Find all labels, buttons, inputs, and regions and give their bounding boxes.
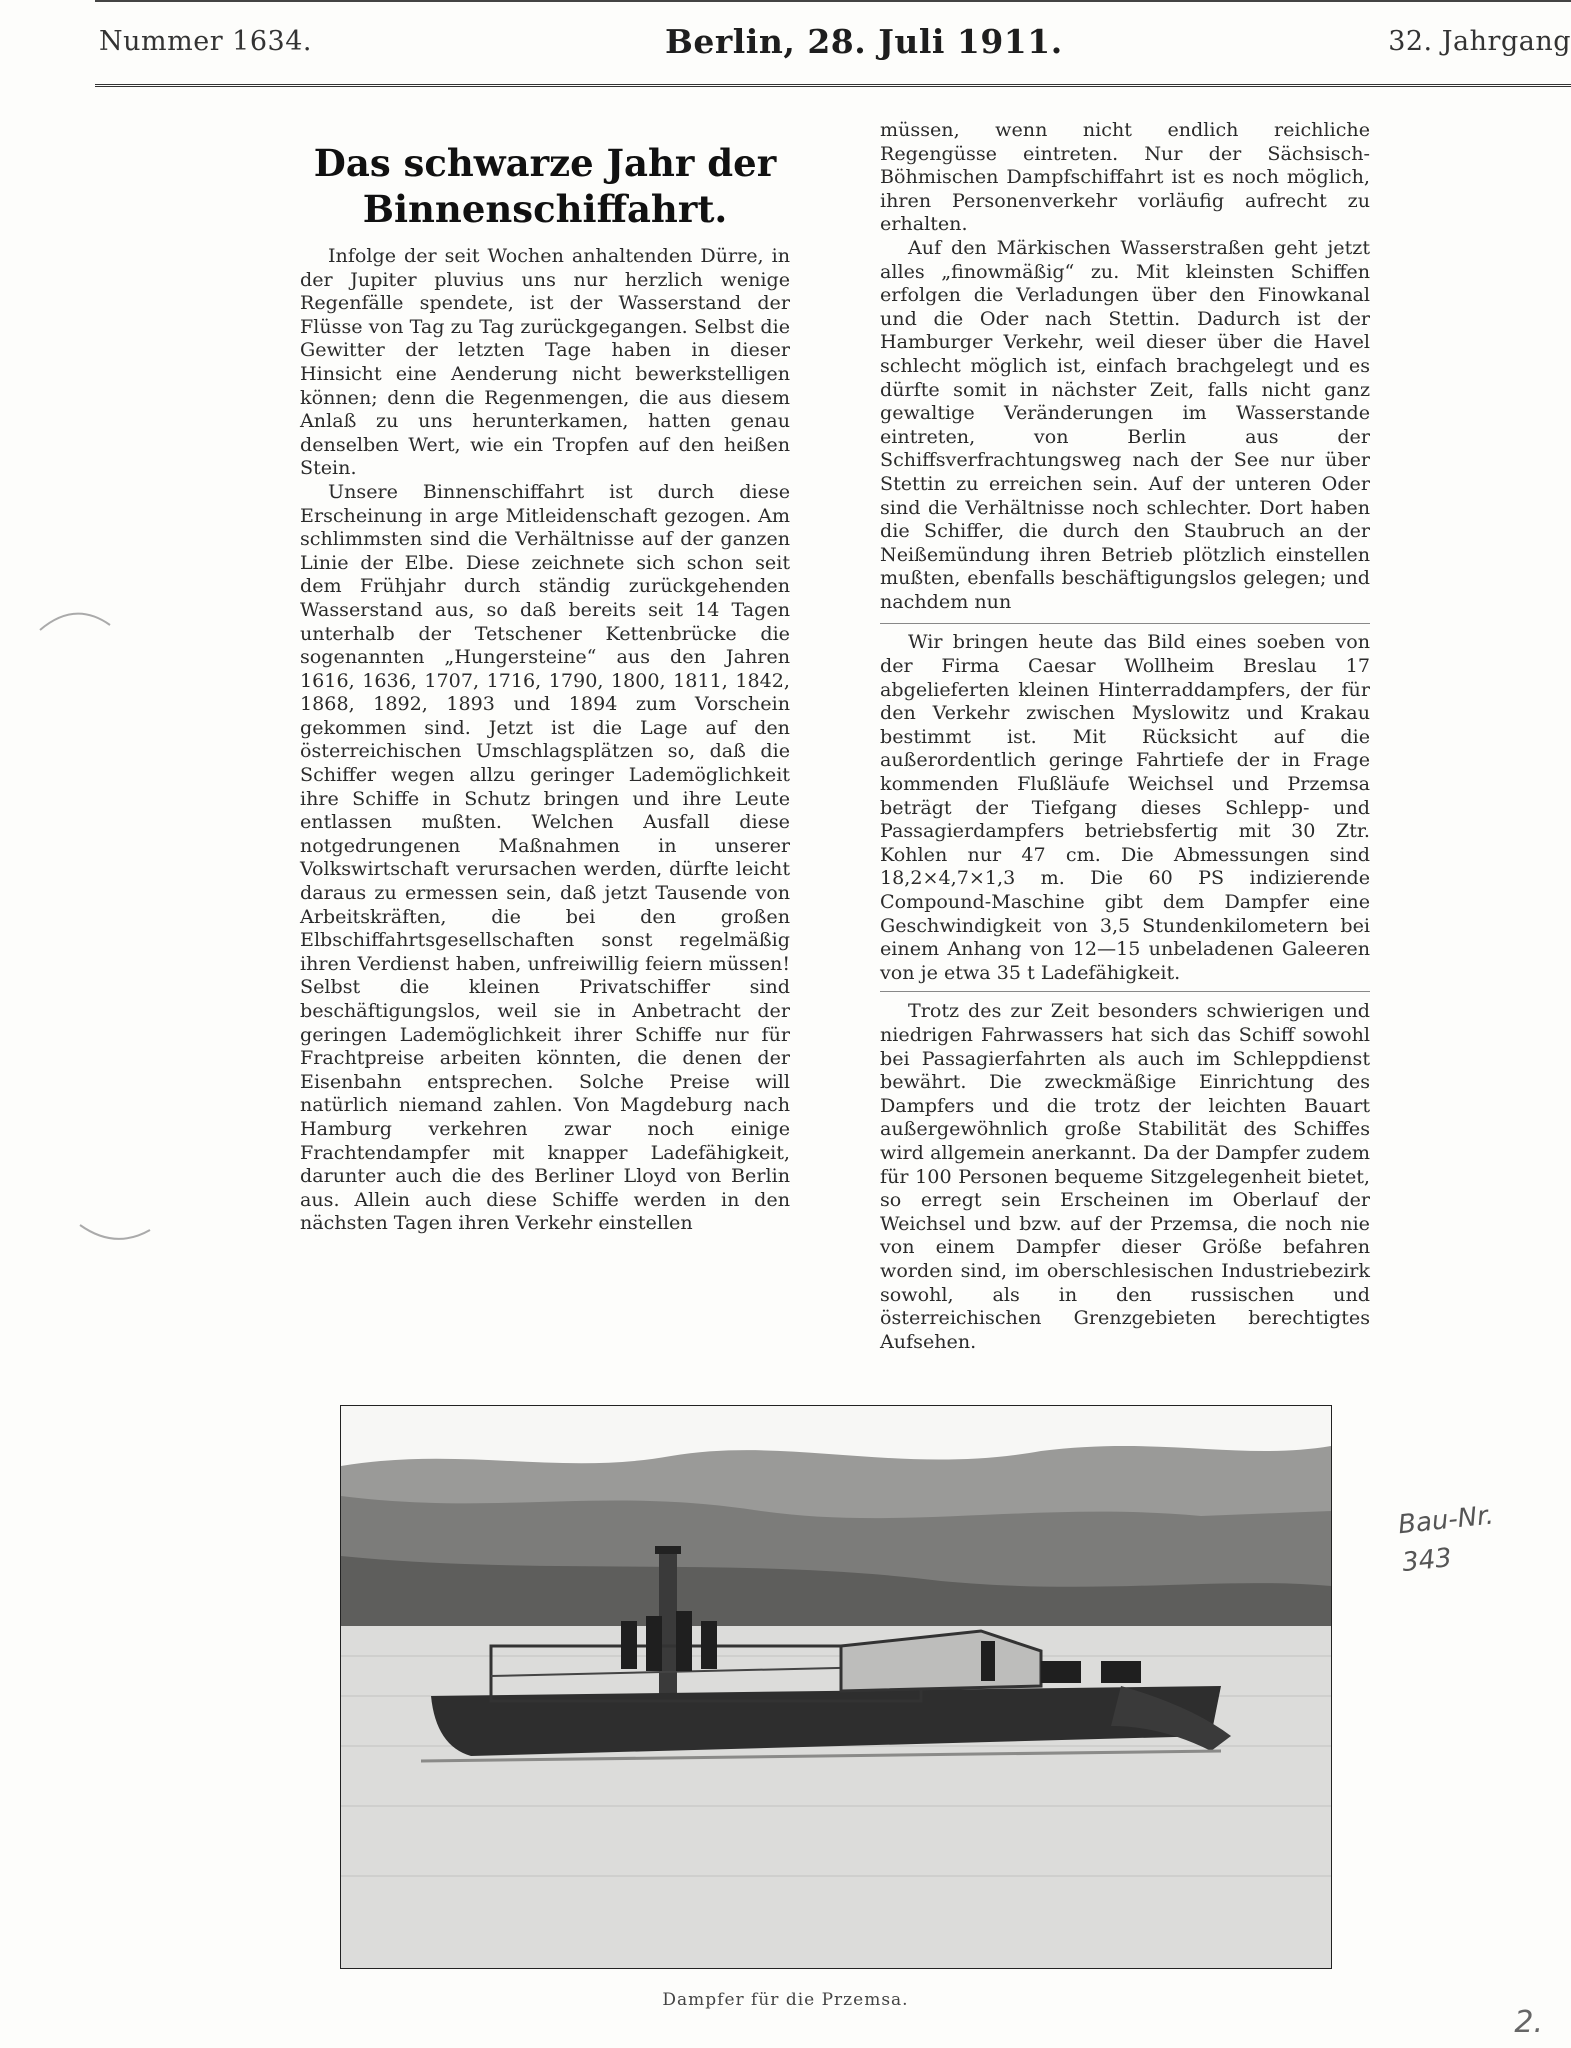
- article-right-column: [880, 118, 1370, 1353]
- boat-article: [880, 623, 1370, 1353]
- divider: [880, 991, 1370, 992]
- handwritten-note-number: 343: [1400, 1543, 1454, 1579]
- volume-year: 32. Jahrgang: [1388, 26, 1571, 57]
- article-paragraph: Infolge der seit Wochen anhaltenden Dürre, in der Jupiter pluvius uns nur herzlich wenige Regenfälle spendete, ist der Wasserstand der Flüsse von Tag zu Tag zurückgegangen. Selbst die Gewitter der letzten Tage haben in dieser Hinsicht eine Aenderung nicht bewerkstelligen können; denn die Regenmengen, die aus diesem Anlaß zu uns herunterkamen, hatten genau denselben Wert, wie ein Tropfen auf den heißen Stein.: [300, 244, 790, 480]
- photo-caption: Dampfer für die Przemsa.: [662, 1990, 909, 2010]
- dateline: Berlin, 28. Juli 1911.: [665, 22, 1063, 61]
- handwritten-note: [1396, 1494, 1523, 1582]
- article-paragraph: müssen, wenn nicht endlich reichliche Regengüsse eintreten. Nur der Sächsisch-Böhmischen Dampfschiffahrt ist es noch möglich, ihren Personenverkehr vorläufig aufrecht zu erhalten.: [880, 118, 1370, 236]
- boat-paragraph: Wir bringen heute das Bild eines soeben von der Firma Caesar Wollheim Breslau 17 abgelieferten kleinen Hinterraddampfers, der für den Verkehr zwischen Myslowitz und Krakau bestimmt ist. Mit Rücksicht auf die außerordentlich geringe Fahrtiefe der in Frage kommenden Flußläufe Weichsel und Przemsa beträgt der Tiefgang dieses Schlepp- und Passagierdampfers betriebsfertig mit 30 Ztr. Kohlen nur 47 cm. Die Abmessungen sind 18,2×4,7×1,3 m. Die 60 PS indizierende Compound-Maschine gibt dem Dampfer eine Geschwindigkeit von 3,5 Stundenkilometern bei einem Anhang von 12—15 unbeladenen Galeeren von je etwa 35 t Ladefähigkeit.: [880, 630, 1370, 984]
- issue-number: Nummer 1634.: [99, 26, 312, 57]
- article-title: Das schwarze Jahr der Binnenschiffahrt.: [313, 141, 777, 231]
- boat-paragraph: Trotz des zur Zeit besonders schwierigen und niedrigen Fahrwassers hat sich das Schiff sowohl bei Passagierfahrten als auch im Schleppdienst bewährt. Die zweckmäßige Einrichtung des Dampfers und die trotz der leichten Bauart außergewöhnlich große Stabilität des Schiffes wird allgemein anerkannt. Da der Dampfer zudem für 100 Personen bequeme Sitzgelegenheit bietet, so erregt sein Erscheinen im Oberlauf der Weichsel und bzw. auf der Przemsa, die noch nie von einem Dampfer dieser Größe befahren worden sind, im oberschlesischen Industriebezirk sowohl, als in den russischen und österreichischen Grenzgebieten berechtigtes Aufsehen.: [880, 999, 1370, 1353]
- steamer-photo-illustration: [341, 1406, 1331, 1968]
- masthead: [95, 0, 1571, 87]
- steamer-photo: [340, 1405, 1332, 1969]
- punch-hole-mark: [35, 600, 115, 650]
- article-paragraph: Auf den Märkischen Wasserstraßen geht jetzt alles „finowmäßig“ zu. Mit kleinsten Schiffen erfolgen die Verladungen über den Finowkanal und die Oder nach Stettin. Dadurch ist der Hamburger Verkehr, weil dieser über die Havel schlecht möglich ist, einfach brachgelegt und es dürfte somit in nächster Zeit, falls nicht ganz gewaltige Veränderungen im Wasserstande eintreten, von Berlin aus der Schiffsverfrachtungsweg nach der See nur über Stettin zu erreichen sein. Auf der unteren Oder sind die Verhältnisse noch schlechter. Dort haben die Schiffer, die durch den Staubruch an der Neißemündung ihren Betrieb plötzlich einstellen mußten, ebenfalls beschäftigungslos gelegen; und nachdem nun: [880, 235, 1370, 613]
- article-left-column: [300, 140, 790, 1235]
- handwritten-note-line: Bau-Nr.: [1396, 1500, 1496, 1541]
- article-paragraph: Unsere Binnenschiffahrt ist durch diese Erscheinung in arge Mitleidenschaft gezogen. Am schlimmsten sind die Verhältnisse auf der ganzen Linie der Elbe. Diese zeichnete sich schon seit dem Frühjahr durch ständig zurückgehenden Wasserstand aus, so daß bereits seit 14 Tagen unterhalb der Tetschener Kettenbrücke die sogenannten „Hungersteine“ aus den Jahren 1616, 1636, 1707, 1716, 1790, 1800, 1811, 1842, 1868, 1892, 1893 und 1894 zum Vorschein gekommen sind. Jetzt ist die Lage auf den österreichischen Umschlagsplätzen so, daß die Schiffer wegen allzu geringer Lademöglichkeit ihre Schiffe in Schutz bringen und ihre Leute entlassen mußten. Welchen Ausfall diese notgedrungenen Maßnahmen in unserer Volkswirtschaft verursachen werden, dürfte leicht daraus zu ermessen sein, daß jetzt Tausende von Arbeitskräften, die bei den großen Elbschiffahrtsgesellschaften sonst regelmäßig ihren Verdienst haben, unfreiwillig feiern müssen! Selbst die kleinen Privatschiffer sind beschäftigungslos, weil sie in Anbetracht der geringen Lademöglichkeit ihrer Schiffe nur für Frachtpreise arbeiten könnten, die denen der Eisenbahn entsprechen. Solche Preise will natürlich niemand zahlen. Von Magdeburg nach Hamburg verkehren zwar noch einige Frachtendampfer mit knapper Ladefähigkeit, darunter auch die des Berliner Lloyd von Berlin aus. Allein auch diese Schiffe werden in den nächsten Tagen ihren Verkehr einstellen: [300, 479, 790, 1235]
- page-number: 2.: [1514, 2005, 1543, 2040]
- punch-hole-mark: [75, 1205, 155, 1255]
